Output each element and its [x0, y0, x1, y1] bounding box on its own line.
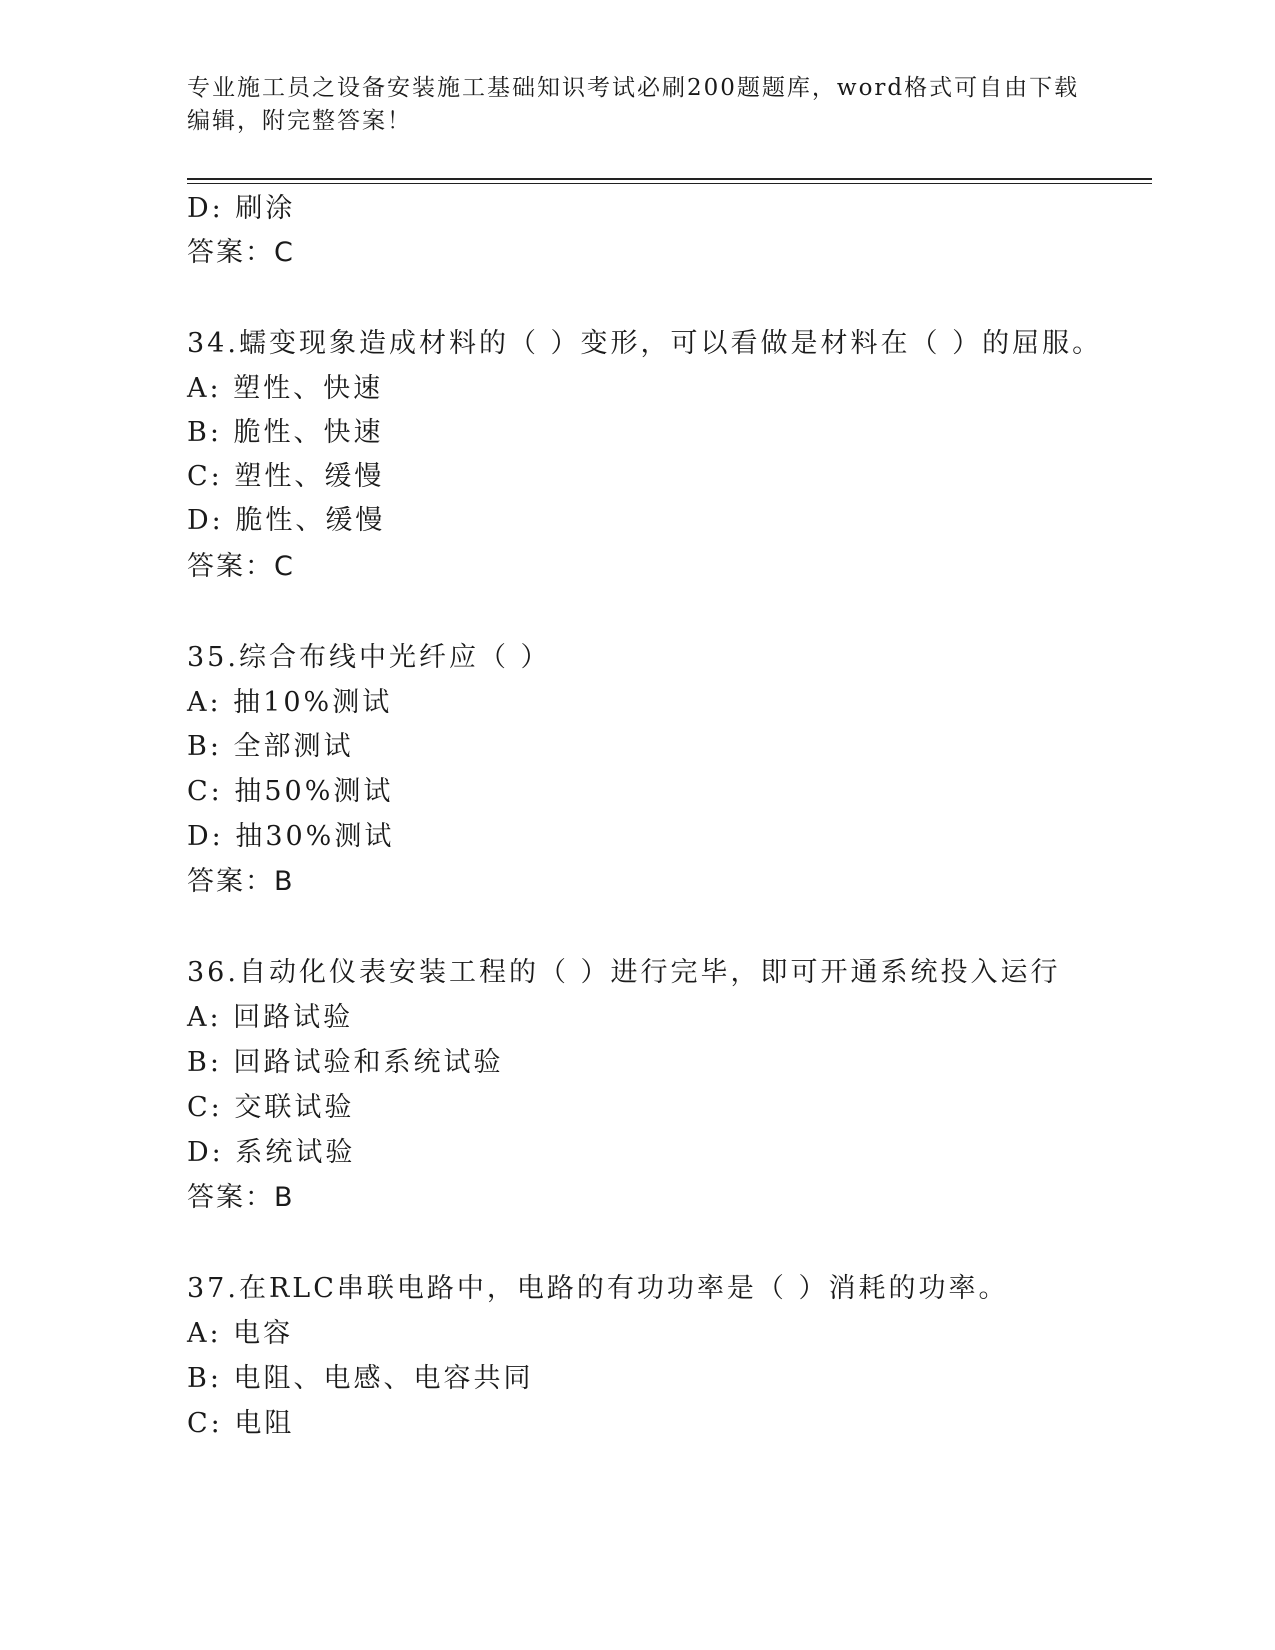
option-line: B: 回路试验和系统试验	[187, 1047, 504, 1078]
option-line: C: 电阻	[187, 1408, 295, 1439]
option-line: A: 塑性、快速	[187, 373, 384, 404]
option-line: B: 全部测试	[187, 731, 354, 762]
answer-line: 答案：B	[187, 1182, 295, 1213]
option-line: A: 抽10%测试	[187, 687, 393, 718]
option-line: C: 塑性、缓慢	[187, 461, 385, 492]
answer-line: 答案：C	[187, 237, 295, 268]
question-line: 37.在RLC串联电路中，电路的有功功率是（ ）消耗的功率。	[187, 1273, 1009, 1304]
option-line: D: 刷涂	[187, 193, 296, 224]
option-line: A: 电容	[187, 1318, 294, 1349]
question-line: 36.自动化仪表安装工程的（ ）进行完毕，即可开通系统投入运行	[187, 957, 1061, 988]
question-line: 35.综合布线中光纤应（ ）	[187, 642, 551, 673]
header-line-2: 编辑，附完整答案！	[187, 108, 412, 134]
option-line: B: 电阻、电感、电容共同	[187, 1363, 534, 1394]
option-line: B: 脆性、快速	[187, 417, 384, 448]
option-line: C: 抽50%测试	[187, 776, 394, 807]
option-line: D: 系统试验	[187, 1137, 356, 1168]
option-line: D: 脆性、缓慢	[187, 505, 386, 536]
header-line-1: 专业施工员之设备安装施工基础知识考试必刷200题题库，word格式可自由下载	[187, 75, 1080, 101]
option-line: D: 抽30%测试	[187, 821, 395, 852]
question-line: 34.蠕变现象造成材料的（ ）变形，可以看做是材料在（ ）的屈服。	[187, 328, 1103, 359]
option-line: C: 交联试验	[187, 1092, 355, 1123]
option-line: A: 回路试验	[187, 1002, 354, 1033]
answer-line: 答案：B	[187, 866, 295, 897]
header-rule-thick	[187, 178, 1152, 180]
answer-line: 答案：C	[187, 551, 295, 582]
header-rule-thin	[187, 183, 1152, 184]
document-header	[187, 72, 1087, 138]
